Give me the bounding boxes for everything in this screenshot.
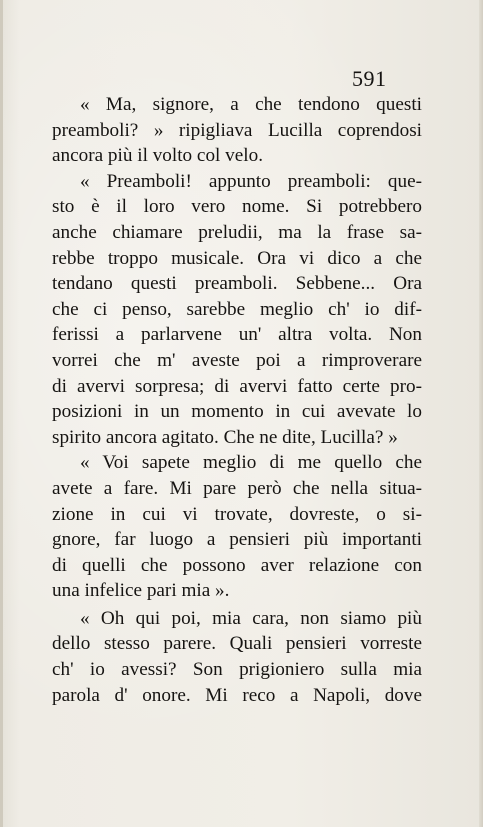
text-line: di quelli che possono aver relazione con xyxy=(52,554,422,576)
text-line: gnore, far luogo a pensieri più importanti xyxy=(52,529,422,551)
text-line: preamboli? » ripigliava Lucilla coprendosi xyxy=(52,119,422,141)
text-line: anche chiamare preludii, ma la frase sa- xyxy=(52,221,422,243)
text-line: posizioni in un momento in cui avevate lo xyxy=(52,401,422,423)
text-line: una infelice pari mia ». xyxy=(52,580,230,602)
text-line: spirito ancora agitato. Che ne dite, Lucilla? » xyxy=(52,426,398,448)
text-line: parola d' onore. Mi reco a Napoli, dove xyxy=(52,684,422,706)
text-line: sto è il loro vero nome. Si potrebbero xyxy=(52,196,422,218)
text-line: tendano questi preamboli. Sebbene... Ora xyxy=(52,273,422,295)
text-line: avete a fare. Mi pare però che nella situa- xyxy=(52,477,422,499)
text-line: « Preamboli! appunto preamboli: que- xyxy=(80,170,422,192)
text-line: ancora più il volto col velo. xyxy=(52,145,264,167)
text-line: dello stesso parere. Quali pensieri vorreste xyxy=(52,633,422,655)
page-number: 591 xyxy=(352,66,387,91)
text-line: di avervi sorpresa; di avervi fatto certe pro- xyxy=(52,375,422,397)
text-line: rebbe troppo musicale. Ora vi dico a che xyxy=(52,247,422,269)
text-line: vorrei che m' aveste poi a rimproverare xyxy=(52,349,422,371)
text-line: ch' io avessi? Son prigioniero sulla mia xyxy=(52,659,422,681)
page-left-edge xyxy=(0,0,3,827)
text-line: zione in cui vi trovate, dovreste, o si- xyxy=(52,503,422,525)
text-line: « Oh qui poi, mia cara, non siamo più xyxy=(80,607,422,629)
text-line: che ci penso, sarebbe meglio ch' io dif- xyxy=(52,298,422,320)
text-line: ferissi a parlarvene un' altra volta. Non xyxy=(52,324,422,346)
text-line: « Ma, signore, a che tendono questi xyxy=(80,94,422,115)
body-text xyxy=(52,92,422,708)
text-line: « Voi sapete meglio di me quello che xyxy=(80,452,422,474)
page-right-edge xyxy=(479,0,483,827)
